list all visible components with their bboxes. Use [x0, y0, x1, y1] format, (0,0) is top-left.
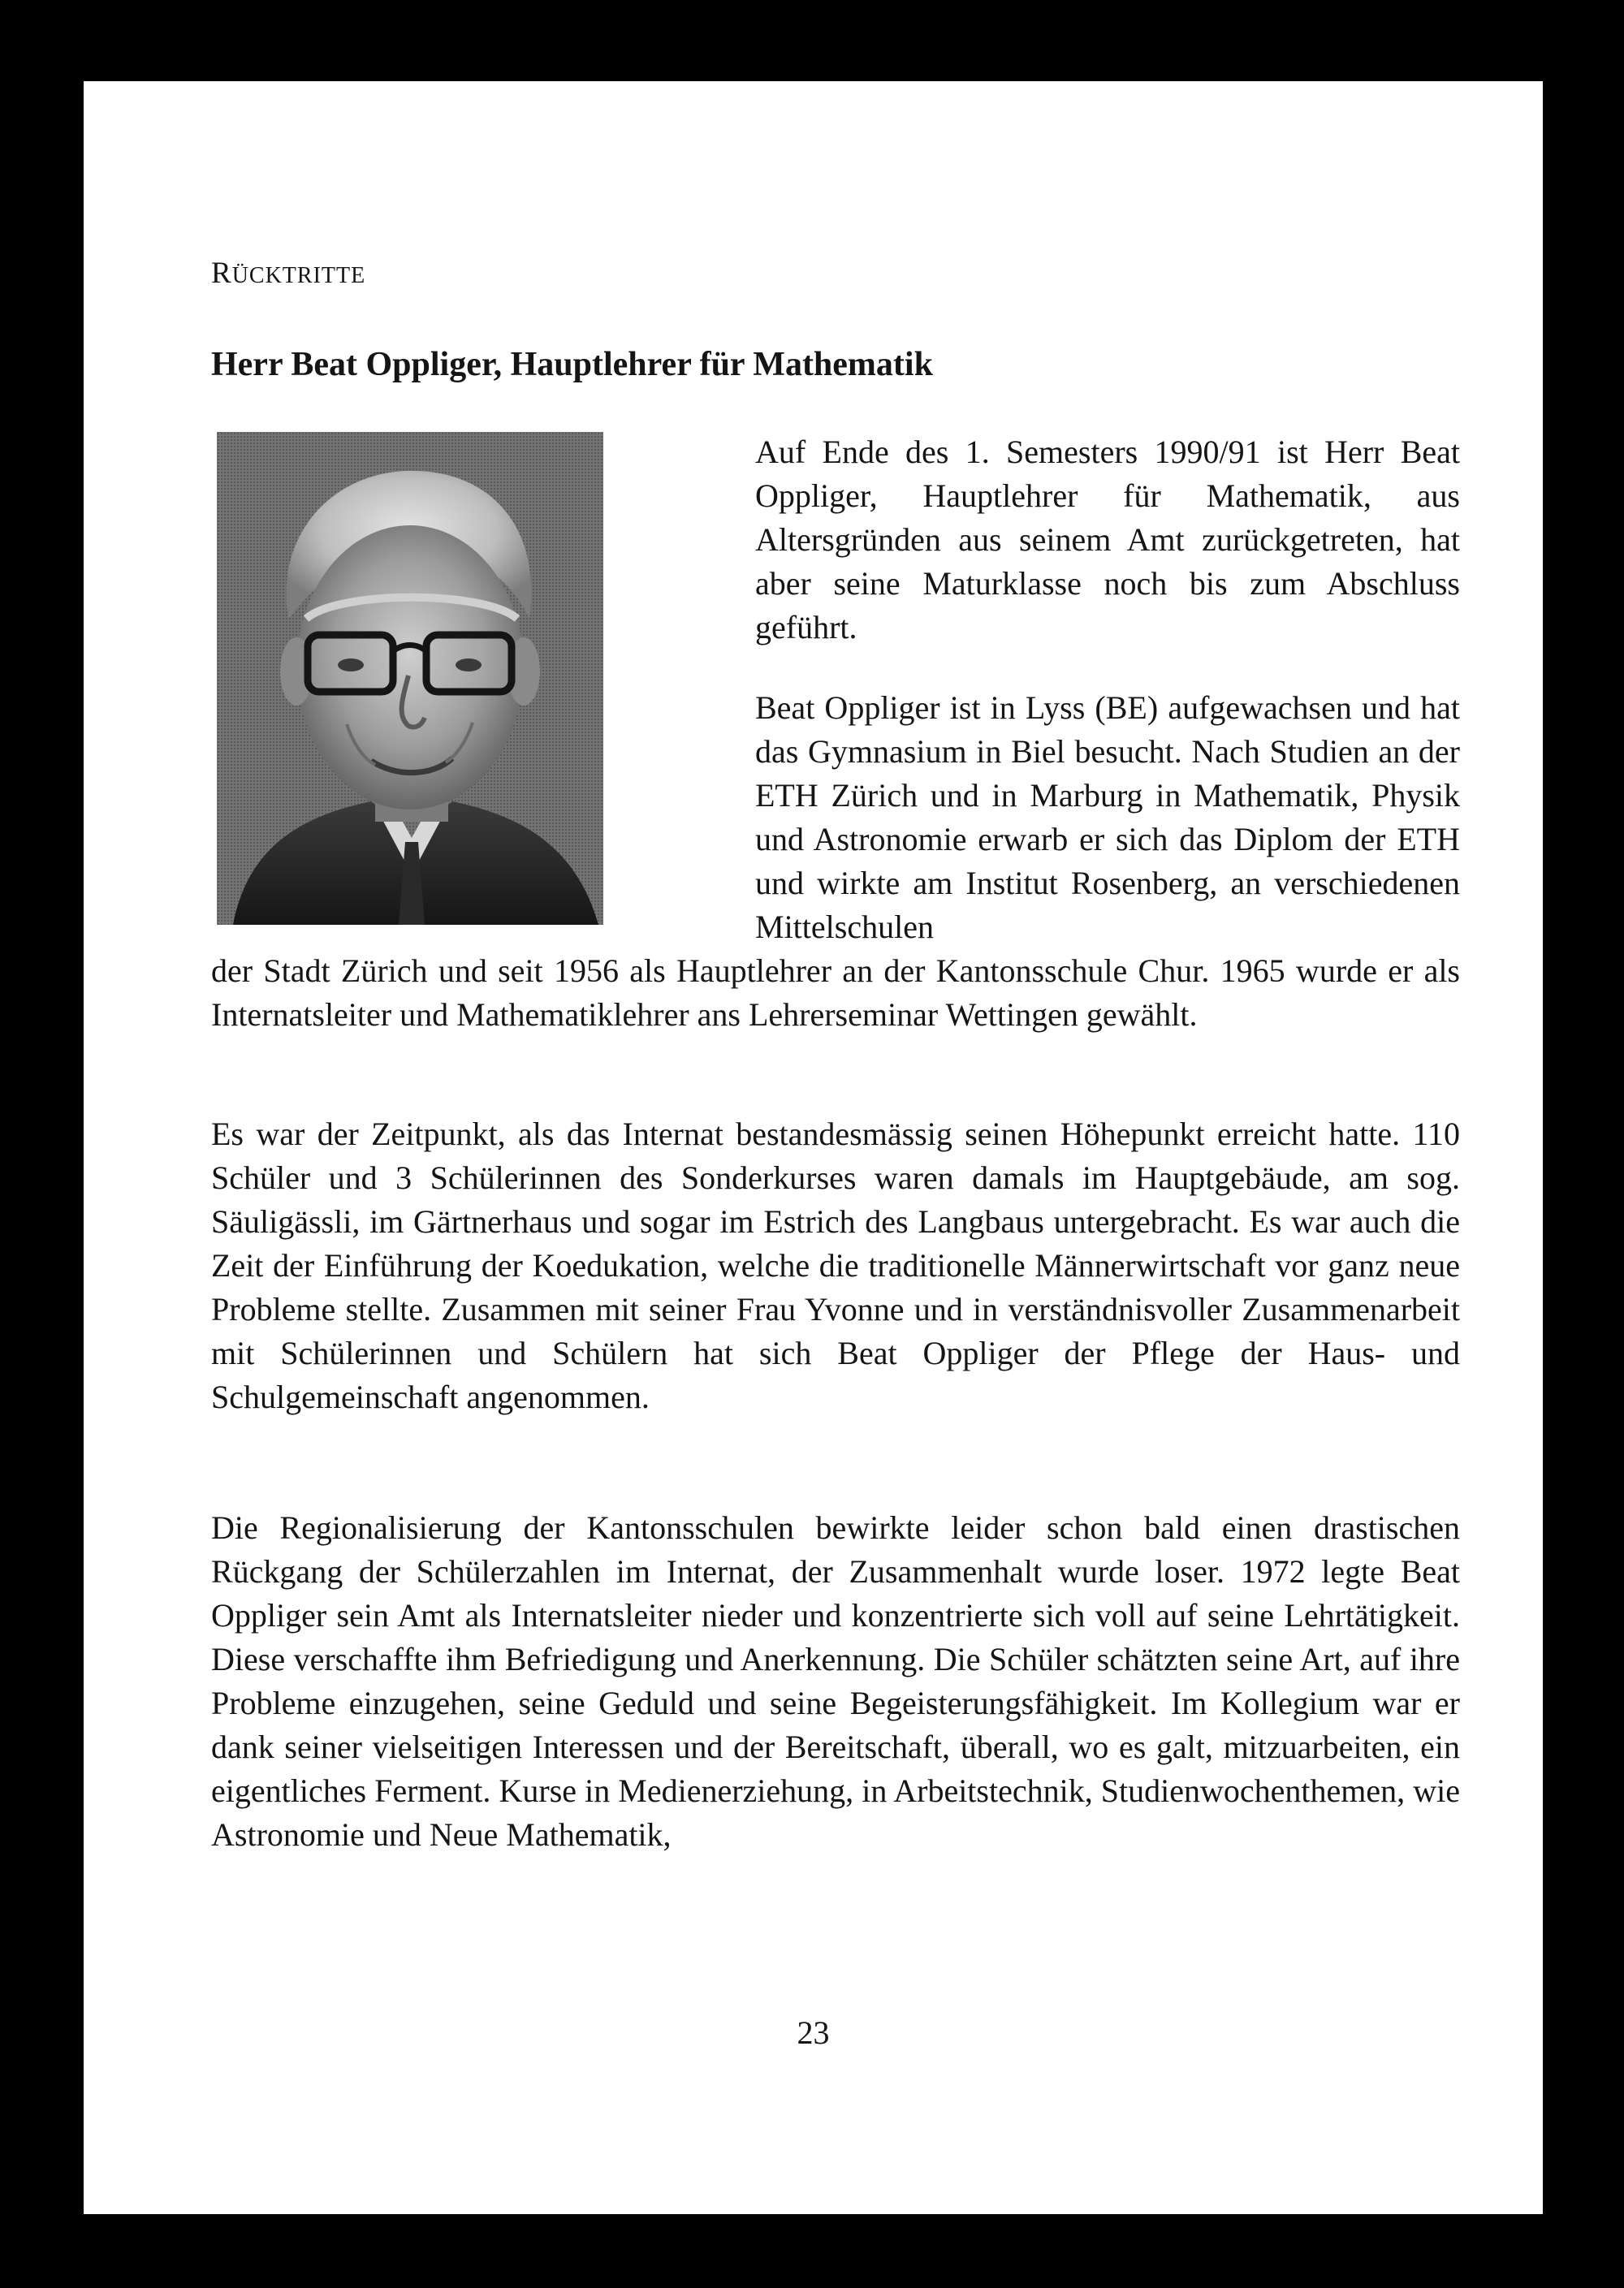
page-number: 23 — [797, 2014, 830, 2051]
section-label — [211, 256, 365, 291]
section-label-rest: ÜCKTRITTE — [231, 263, 366, 288]
document-page — [84, 81, 1543, 2214]
paragraph-regionalisierung: Die Regionalisierung der Kantonsschulen bewirkte leider schon bald einen drastischen Rückgang der Schülerzahlen im Internat, der Zusammenhalt wurde loser. 1972 legte Beat Oppliger sein Amt als Internatsleiter nieder und konzentrierte sich voll auf seine Lehrtätigkeit. Diese verschaffte ihm Befriedigung und Anerkennung. Die Schüler schätzten seine Art, auf ihre Probleme einzugehen, seine Geduld und seine Begeisterungsfähigkeit. Im Kollegium war er dank seiner vielseitigen Interessen und der Bereitschaft, überall, wo es galt, mitzuarbeiten, ein eigentliches Ferment. Kurse in Medienerziehung, in Arbeitstechnik, Studienwochenthemen, wie Astronomie und Neue Mathematik, — [211, 1509, 1460, 1853]
paragraph-biography-start: Beat Oppliger ist in Lyss (BE) aufgewachsen und hat das Gymnasium in Biel besucht. Nach Studien an der ETH Zürich und in Marburg in Mathematik, Physik und Astronomie erwarb er sich das Diplom der ETH und wirkte am Institut Rosenberg, an verschiedenen Mittelschulen — [755, 689, 1460, 945]
section-label-initial: R — [211, 257, 232, 290]
article-heading: Herr Beat Oppliger, Hauptlehrer für Mathematik — [211, 346, 933, 383]
paragraph-intro: Auf Ende des 1. Semesters 1990/91 ist Herr Beat Oppliger, Hauptlehrer für Mathematik, aus Altersgründen aus seinem Amt zurückgetreten, hat aber seine Maturklasse noch bis zum Abschluss geführt. — [755, 434, 1460, 645]
paragraph-internat: Es war der Zeitpunkt, als das Internat bestandesmässig seinen Höhepunkt erreicht hatte. 110 Schüler und 3 Schülerinnen des Sonderkurses waren damals im Hauptgebäude, am sog. Säuligässli, im Gärtnerhaus und sogar im Estrich des Langbaus untergebracht. Es war auch die Zeit der Einführung der Koedukation, welche die traditionelle Männerwirtschaft vor ganz neue Probleme stellte. Zusammen mit seiner Frau Yvonne und in verständnisvoller Zusammenarbeit mit Schülerinnen und Schülern hat sich Beat Oppliger der Pflege der Haus- und Schulgemeinschaft angenommen. — [211, 1116, 1460, 1415]
portrait-photo — [217, 432, 603, 925]
paragraph-biography-end: der Stadt Zürich und seit 1956 als Hauptlehrer an der Kantonsschule Chur. 1965 wurde er als Internatsleiter und Mathematiklehrer ans Lehrerseminar Wettingen gewählt. — [211, 952, 1460, 1033]
